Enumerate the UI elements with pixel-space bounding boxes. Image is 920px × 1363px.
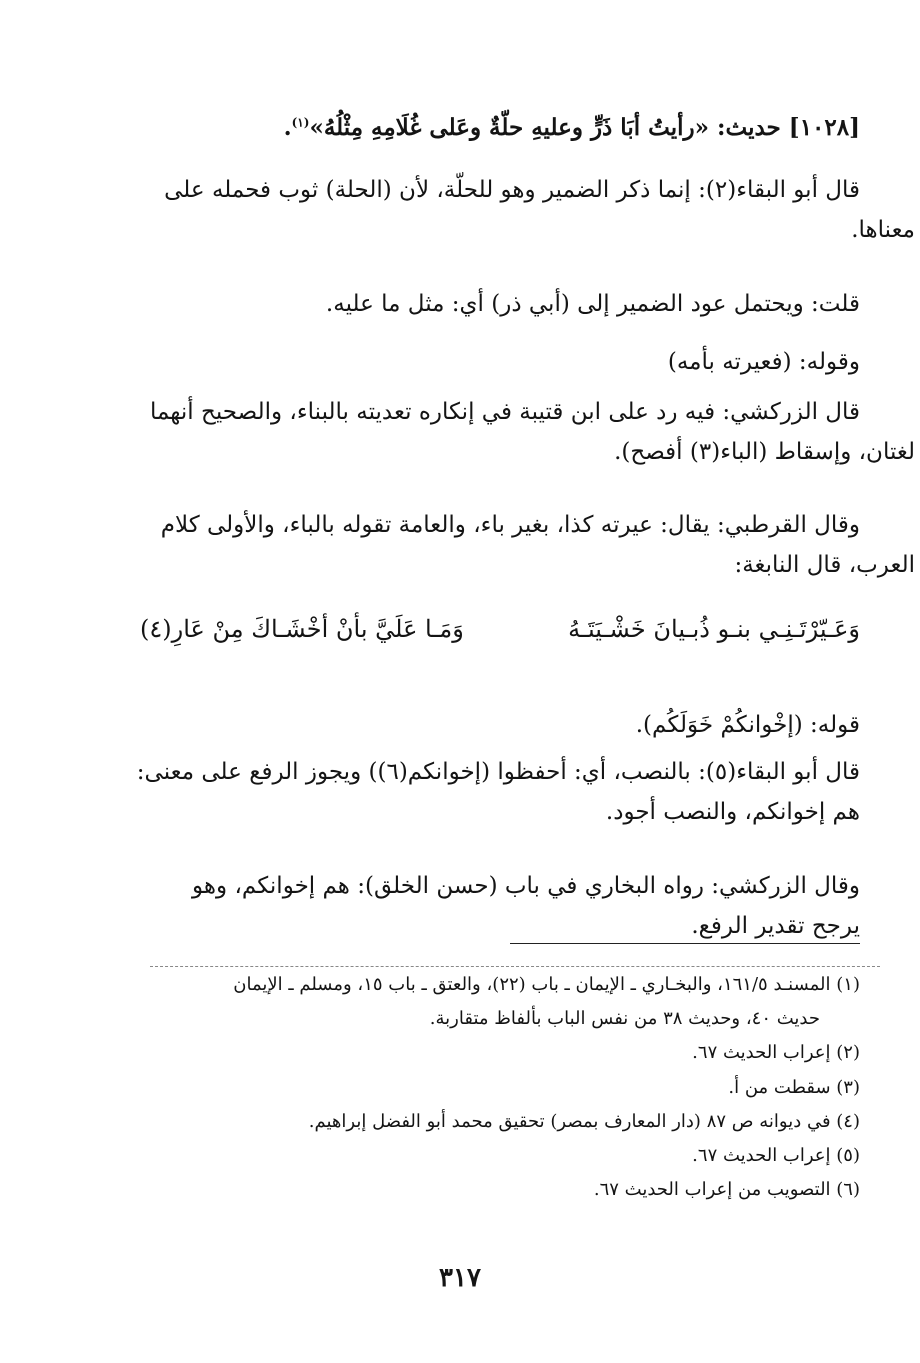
- paragraph-zarkashi-2: [135, 866, 860, 947]
- text-line: قلت: ويحتمل عود الضمير إلى (أبي ذر) أي: مثل ما عليه.: [325, 291, 860, 317]
- footnote-ref: (١): [291, 115, 310, 130]
- footnote-3: (٣) سقطت من أ.: [728, 1076, 860, 1098]
- text-line: معناها.: [851, 217, 915, 244]
- footnote-dashed-divider: [150, 966, 880, 967]
- footnote-4: (٤) في ديوانه ص ٨٧ (دار المعارف بمصر) تحقيق محمد أبو الفضل إبراهيم.: [308, 1110, 860, 1132]
- text-line: وقال الزركشي: رواه البخاري في باب (حسن الخلق): هم إخوانكم، وهو: [192, 873, 860, 899]
- footnote-6: (٦) التصويب من إعراب الحديث ٦٧.: [593, 1179, 860, 1201]
- paragraph-qawluhu-2: [135, 705, 860, 745]
- hadith-text: «رأيتُ أبَا ذَرٍّ وعليهِ حلّةٌ وعَلى غُلَامِهِ مِثْلُهُ»: [309, 114, 709, 141]
- text-line: وقوله: (فعيرته بأمه): [667, 349, 860, 375]
- entry-number: [١٠٢٨]: [788, 114, 860, 141]
- footnote-1-continued: حديث ٤٠، وحديث ٣٨ من نفس الباب بألفاظ متقاربة.: [429, 1008, 820, 1030]
- footnote-2: (٢) إعراب الحديث ٦٧.: [692, 1042, 860, 1064]
- hadith-heading: [١٠٢٨] حديث: «رأيتُ أبَا ذَرٍّ وعليهِ حلّةٌ وعَلى غُلَامِهِ مِثْلُهُ»$^{(١)}$.: [283, 114, 860, 141]
- page-number: ٣١٧: [439, 1263, 481, 1293]
- entry-label: حديث:: [717, 114, 781, 141]
- text-line: قال الزركشي: فيه رد على ابن قتيبة في إنكاره تعديته بالبناء، والصحيح أنهما: [150, 399, 860, 425]
- text-line: قال أبو البقاء(٢): إنما ذكر الضمير وهو للحلّة، لأن (الحلة) ثوب فحمله على: [164, 177, 860, 203]
- footnote-separator: [510, 943, 860, 944]
- text-line: قوله: (إخْوانكُمْ خَوَلَكُم).: [635, 712, 860, 738]
- paragraph-abu-al-baqa: [135, 170, 915, 251]
- text-line: العرب، قال النابغة:: [734, 552, 915, 579]
- paragraph-qultu: [135, 284, 860, 324]
- paragraph-qawluhu-1: [135, 342, 860, 382]
- text-line: لغتان، وإسقاط (الباء(٣) أفصح).: [614, 439, 915, 466]
- verse-first-hemistich: وَعَـيّرْتَـنِـي بنـو ذُبـيانَ خَشْـيَتَـهُ: [568, 615, 860, 643]
- footnote-1: (١) المسنـد ١٦١/٥، والبخـاري ـ الإيمان ـ باب (٢٢)، والعتق ـ باب ١٥، ومسلم ـ الإيمان: [233, 974, 860, 995]
- footnotes: [130, 968, 860, 1207]
- footnote-5: (٥) إعراب الحديث ٦٧.: [692, 1144, 860, 1166]
- text-line: هم إخوانكم، والنصب أجود.: [605, 799, 860, 826]
- paragraph-qurtubi: [135, 505, 915, 586]
- paragraph-abu-al-baqa-2: [135, 752, 860, 833]
- text-line: قال أبو البقاء(٥): بالنصب، أي: أحفظوا (إخوانكم(٦)) ويجوز الرفع على معنى:: [136, 759, 860, 785]
- text-line: يرجح تقدير الرفع.: [691, 913, 860, 940]
- verse-second-hemistich: وَمَـا عَلَيَّ بأنْ أخْشَـاكَ مِنْ عَارِ(٤): [140, 615, 464, 643]
- paragraph-zarkashi-1: [135, 392, 915, 473]
- text-line: وقال القرطبي: يقال: عيرته كذا، بغير باء، والعامة تقوله بالباء، والأولى كلام: [160, 512, 860, 538]
